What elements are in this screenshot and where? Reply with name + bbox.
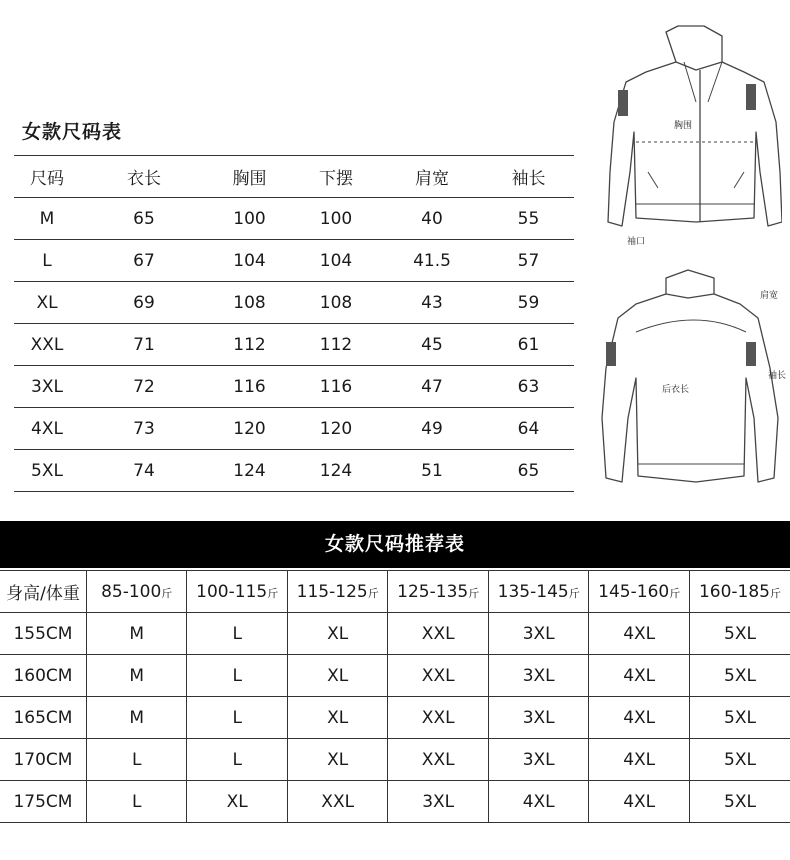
size-cell: XXL — [388, 613, 489, 655]
weight-header-cell — [187, 571, 288, 613]
weight-unit: 斤 — [669, 586, 681, 600]
size-cell: 5XL — [689, 739, 790, 781]
table-cell: 47 — [381, 366, 483, 408]
size-cell: 3XL — [488, 613, 589, 655]
table-cell: 104 — [291, 240, 381, 282]
table-row — [0, 655, 790, 697]
size-cell: L — [187, 655, 288, 697]
size-cell: M — [86, 613, 187, 655]
size-table-title: 女款尺码表 — [22, 121, 123, 143]
size-cell: M — [86, 655, 187, 697]
table-cell: 4XL — [14, 408, 80, 450]
size-cell: 4XL — [488, 781, 589, 823]
weight-unit: 斤 — [769, 586, 781, 600]
table-cell: XL — [14, 282, 80, 324]
size-cell: 4XL — [589, 697, 690, 739]
size-cell: 5XL — [689, 613, 790, 655]
weight-header-cell — [689, 571, 790, 613]
size-cell: XL — [287, 655, 388, 697]
weight-header-cell — [488, 571, 589, 613]
table-row — [14, 408, 574, 450]
size-cell: XXL — [388, 697, 489, 739]
size-cell: L — [86, 739, 187, 781]
jacket-back-illustration — [596, 268, 790, 494]
table-cell: 100 — [208, 198, 291, 240]
table-cell: 72 — [80, 366, 208, 408]
table-row — [14, 366, 574, 408]
size-cell: 3XL — [488, 655, 589, 697]
table-cell: M — [14, 198, 80, 240]
weight-range: 125-135 — [397, 581, 469, 602]
table-cell: 64 — [483, 408, 574, 450]
table-cell: 124 — [208, 450, 291, 492]
size-cell: 4XL — [589, 613, 690, 655]
table-cell: 112 — [291, 324, 381, 366]
size-cell: 5XL — [689, 697, 790, 739]
table-row — [14, 324, 574, 366]
size-cell: 4XL — [589, 739, 690, 781]
table-cell: 下摆 — [291, 156, 381, 198]
table-row — [0, 781, 790, 823]
table-row — [14, 198, 574, 240]
weight-header-cell — [287, 571, 388, 613]
table-cell: 3XL — [14, 366, 80, 408]
table-cell: 71 — [80, 324, 208, 366]
size-cell: 3XL — [488, 697, 589, 739]
size-table — [14, 155, 574, 492]
table-cell: L — [14, 240, 80, 282]
height-cell: 170CM — [0, 739, 86, 781]
weight-range: 100-115 — [196, 581, 268, 602]
table-cell: 63 — [483, 366, 574, 408]
table-cell: 57 — [483, 240, 574, 282]
weight-header-cell — [388, 571, 489, 613]
weight-range: 160-185 — [698, 581, 770, 602]
sleeve-label: 袖长 — [768, 371, 787, 381]
table-cell: 67 — [80, 240, 208, 282]
table-header-row — [0, 571, 790, 613]
table-cell: XXL — [14, 324, 80, 366]
size-cell: L — [187, 697, 288, 739]
height-cell: 175CM — [0, 781, 86, 823]
table-cell: 69 — [80, 282, 208, 324]
height-cell: 155CM — [0, 613, 86, 655]
corner-cell: 身高/体重 — [0, 571, 86, 613]
table-cell: 51 — [381, 450, 483, 492]
weight-unit: 斤 — [367, 586, 379, 600]
jacket-front-illustration — [596, 22, 782, 248]
size-cell: L — [86, 781, 187, 823]
size-cell: XL — [287, 739, 388, 781]
shoulder-label: 肩宽 — [760, 291, 779, 301]
recommend-table-title: 女款尺码推荐表 — [0, 521, 790, 568]
table-row — [14, 450, 574, 492]
weight-range: 145-160 — [598, 581, 670, 602]
weight-header-cell — [589, 571, 690, 613]
table-cell: 108 — [208, 282, 291, 324]
cuff-label: 袖口 — [627, 237, 646, 247]
table-cell: 45 — [381, 324, 483, 366]
table-cell: 尺码 — [14, 156, 80, 198]
table-cell: 100 — [291, 198, 381, 240]
table-cell: 49 — [381, 408, 483, 450]
size-cell: 3XL — [388, 781, 489, 823]
weight-unit: 斤 — [267, 586, 279, 600]
height-cell: 160CM — [0, 655, 86, 697]
height-cell: 165CM — [0, 697, 86, 739]
table-row — [14, 282, 574, 324]
weight-unit: 斤 — [468, 586, 480, 600]
recommend-table — [0, 570, 790, 823]
back-length-label: 后衣长 — [662, 385, 690, 395]
table-cell: 104 — [208, 240, 291, 282]
table-cell: 55 — [483, 198, 574, 240]
size-cell: L — [187, 739, 288, 781]
table-cell: 61 — [483, 324, 574, 366]
table-cell: 116 — [291, 366, 381, 408]
size-cell: XXL — [388, 655, 489, 697]
table-cell: 73 — [80, 408, 208, 450]
size-cell: L — [187, 613, 288, 655]
chest-label: 胸围 — [674, 121, 693, 131]
size-cell: XXL — [287, 781, 388, 823]
table-row — [0, 697, 790, 739]
weight-unit: 斤 — [161, 586, 173, 600]
table-cell: 112 — [208, 324, 291, 366]
size-cell: 4XL — [589, 655, 690, 697]
size-cell: XXL — [388, 739, 489, 781]
table-cell: 5XL — [14, 450, 80, 492]
table-row — [14, 240, 574, 282]
weight-unit: 斤 — [568, 586, 580, 600]
table-row — [0, 613, 790, 655]
table-cell: 124 — [291, 450, 381, 492]
table-cell: 衣长 — [80, 156, 208, 198]
size-cell: XL — [187, 781, 288, 823]
table-cell: 胸围 — [208, 156, 291, 198]
weight-range: 115-125 — [296, 581, 368, 602]
table-cell: 120 — [208, 408, 291, 450]
size-cell: M — [86, 697, 187, 739]
table-cell: 74 — [80, 450, 208, 492]
table-cell: 120 — [291, 408, 381, 450]
table-cell: 40 — [381, 198, 483, 240]
weight-range: 85-100 — [101, 581, 162, 602]
size-cell: 3XL — [488, 739, 589, 781]
table-cell: 肩宽 — [381, 156, 483, 198]
table-cell: 65 — [80, 198, 208, 240]
table-header-row — [14, 156, 574, 198]
size-cell: 4XL — [589, 781, 690, 823]
table-cell: 108 — [291, 282, 381, 324]
size-cell: 5XL — [689, 781, 790, 823]
weight-header-cell — [86, 571, 187, 613]
table-cell: 65 — [483, 450, 574, 492]
size-cell: XL — [287, 613, 388, 655]
table-cell: 59 — [483, 282, 574, 324]
table-cell: 41.5 — [381, 240, 483, 282]
table-cell: 袖长 — [483, 156, 574, 198]
size-cell: XL — [287, 697, 388, 739]
table-row — [0, 739, 790, 781]
table-cell: 116 — [208, 366, 291, 408]
table-cell: 43 — [381, 282, 483, 324]
weight-range: 135-145 — [497, 581, 569, 602]
size-cell: 5XL — [689, 655, 790, 697]
